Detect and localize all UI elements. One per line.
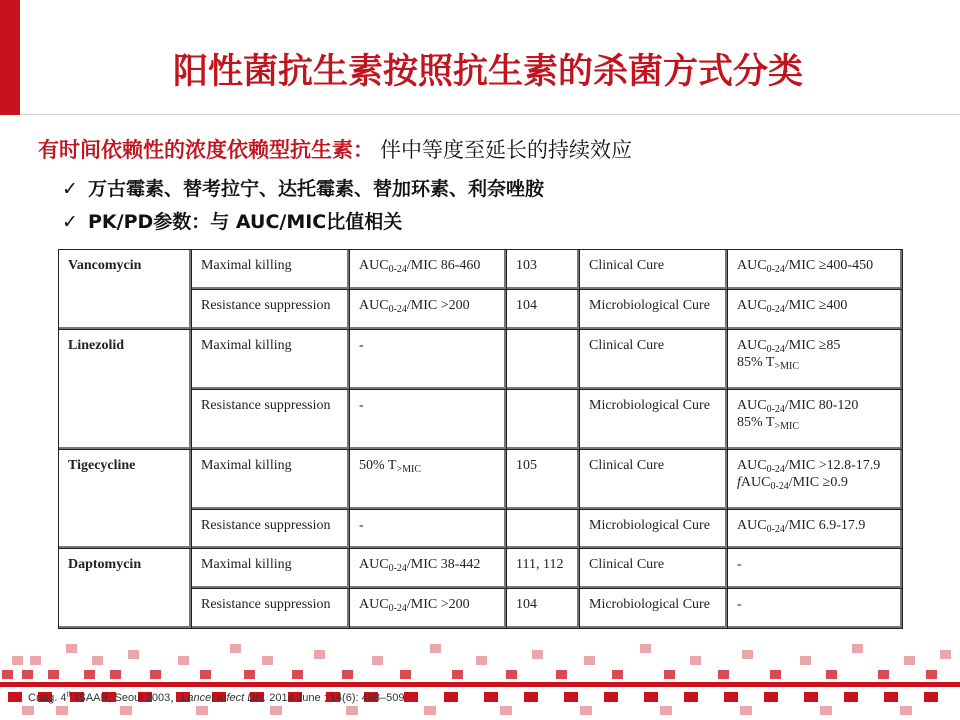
effect-cell: Resistance suppression	[192, 510, 350, 549]
parameter-cell: 50% $T_{>MIC}$	[350, 450, 507, 510]
effect-cell: Maximal killing	[192, 250, 350, 290]
effect-cell: Resistance suppression	[192, 589, 350, 629]
check-icon: ✓	[62, 211, 78, 233]
reference-cell	[507, 510, 580, 549]
parameter-cell: -	[350, 510, 507, 549]
target-cell: $AUC_{0-24}$/MIC 6.9-17.9	[728, 510, 903, 549]
reference-cell	[507, 330, 580, 390]
reference-cell: 103	[507, 250, 580, 290]
pkpd-table	[58, 249, 903, 629]
outcome-cell: Microbiological Cure	[580, 290, 728, 330]
outcome-cell: Clinical Cure	[580, 450, 728, 510]
target-cell: $AUC_{0-24}$/MIC ≥85 85% $T_{>MIC}$	[728, 330, 903, 390]
parameter-cell: $AUC_{0-24}$/MIC 38-442	[350, 549, 507, 589]
drug-cell: Vancomycin	[59, 250, 192, 330]
outcome-cell: Clinical Cure	[580, 250, 728, 290]
outcome-cell: Microbiological Cure	[580, 589, 728, 629]
drug-cell: Linezolid	[59, 330, 192, 450]
target-cell: $AUC_{0-24}$/MIC ≥400-450	[728, 250, 903, 290]
parameter-cell: -	[350, 390, 507, 450]
subtitle-text: 伴中等度至延长的持续效应	[380, 138, 632, 162]
table-row	[59, 450, 903, 510]
target-cell: $AUC_{0-24}$/MIC ≥400	[728, 290, 903, 330]
parameter-cell: $AUC_{0-24}$/MIC >200	[350, 290, 507, 330]
outcome-cell: Microbiological Cure	[580, 510, 728, 549]
effect-cell: Maximal killing	[192, 450, 350, 510]
citation: Craig. 4th ISAAR, Seoul 2003，Lancet Infect Dis. 2014 June ; 14(6): 498–509	[28, 691, 405, 704]
reference-cell	[507, 390, 580, 450]
bullet-item	[62, 207, 402, 234]
target-cell: $AUC_{0-24}$/MIC >12.8-17.9 fAUC$_{0-24}$/MIC ≥0.9	[728, 450, 903, 510]
effect-cell: Resistance suppression	[192, 290, 350, 330]
drug-cell: Tigecycline	[59, 450, 192, 549]
bullet-text: PK/PD参数：与 AUC/MIC比值相关	[88, 211, 403, 233]
reference-cell: 105	[507, 450, 580, 510]
bullet-item	[62, 174, 544, 201]
subtitle-highlight: 有时间依赖性的浓度依赖型抗生素：	[38, 138, 374, 162]
table-row	[59, 250, 903, 290]
bullet-text: 万古霉素、替考拉宁、达托霉素、替加环素、利奈唑胺	[88, 178, 545, 200]
effect-cell: Maximal killing	[192, 549, 350, 589]
outcome-cell: Microbiological Cure	[580, 390, 728, 450]
effect-cell: Resistance suppression	[192, 390, 350, 450]
table-row	[59, 330, 903, 390]
accent-bar	[0, 0, 20, 115]
reference-cell: 104	[507, 290, 580, 330]
target-cell: -	[728, 589, 903, 629]
slide-title: 阳性菌抗生素按照抗生素的杀菌方式分类	[172, 52, 803, 92]
parameter-cell: -	[350, 330, 507, 390]
reference-cell: 104	[507, 589, 580, 629]
target-cell: $AUC_{0-24}$/MIC 80-120 85% $T_{>MIC}$	[728, 390, 903, 450]
reference-cell: 111, 112	[507, 549, 580, 589]
title-divider	[20, 114, 960, 115]
subtitle	[38, 134, 632, 164]
decorative-squares	[0, 630, 960, 720]
table-row	[59, 549, 903, 589]
outcome-cell: Clinical Cure	[580, 330, 728, 390]
journal-name: Lancet Infect Dis.	[181, 692, 267, 704]
outcome-cell: Clinical Cure	[580, 549, 728, 589]
parameter-cell: $AUC_{0-24}$/MIC >200	[350, 589, 507, 629]
check-icon: ✓	[62, 178, 78, 200]
parameter-cell: $AUC_{0-24}$/MIC 86-460	[350, 250, 507, 290]
target-cell: -	[728, 549, 903, 589]
effect-cell: Maximal killing	[192, 330, 350, 390]
drug-cell: Daptomycin	[59, 549, 192, 629]
